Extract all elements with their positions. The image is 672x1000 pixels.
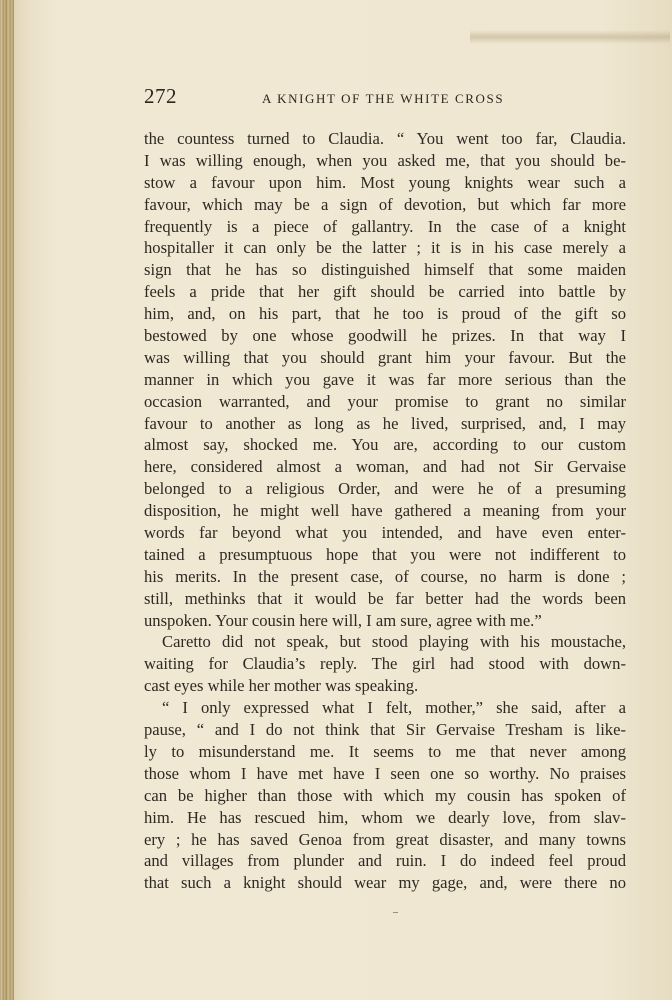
text-line: can be higher than those with which my cousin has spoken of [144,785,626,805]
text-line: sign that he has so distinguished himself that some maiden [144,260,626,280]
text-line: words far beyond what you intended, and have even enter- [144,523,626,543]
text-line: frequently is a piece of gallantry. In the case of a knight [144,216,626,236]
body-text [144,128,626,894]
text-line: feels a pride that her gift should be carried into battle by [144,282,626,302]
page-shadow [470,30,670,44]
text-line: unspoken. Your cousin here will, I am sure, agree with me.” [144,610,542,630]
text-line: him. He has rescued him, whom we dearly love, from slav- [144,807,626,827]
text-line: bestowed by one whose goodwill he prizes. In that way I [144,326,626,346]
text-line: almost say, shocked me. You are, according to our custom [144,435,626,455]
text-line: and villages from plunder and ruin. I do indeed feel proud [144,851,626,871]
text-line: his merits. In the present case, of course, no harm is done ; [144,566,626,586]
text-line: I was willing enough, when you asked me, that you should be- [144,150,626,170]
page-number: 272 [144,84,177,108]
page-header [144,84,626,112]
text-line: tained a presumptuous hope that you were not indifferent to [144,544,626,564]
text-line: him, and, on his part, that he too is proud of the gift so [144,304,626,324]
text-line: disposition, he might well have gathered a meaning from your [144,501,626,521]
text-line: still, methinks that it would be far better had the words been [144,588,626,608]
text-line: those whom I have met have I seen one so worthy. No praises [144,763,626,783]
text-line: ly to misunderstand me. It seems to me that never among [144,741,626,761]
text-line: occasion warranted, and your promise to grant no similar [144,391,626,411]
text-line: that such a knight should wear my gage, and, were there no [144,873,626,893]
book-gutter [0,0,14,1000]
text-line: belonged to a religious Order, and were he of a presuming [144,479,626,499]
text-line: pause, “ and I do not think that Sir Gervaise Tresham is like- [144,720,626,740]
page-speck [393,912,398,913]
text-line: ery ; he has saved Genoa from great disaster, and many towns [144,829,626,849]
text-line: hospitaller it can only be the latter ; it is in his case merely a [144,238,626,258]
text-line: favour, which may be a sign of devotion, but which far more [144,194,626,214]
text-line: manner in which you gave it was far more serious than the [144,369,626,389]
text-line: favour to another as long as he lived, surprised, and, I may [144,413,626,433]
text-line: Caretto did not speak, but stood playing with his moustache, [162,632,626,652]
text-line: here, considered almost a woman, and had not Sir Gervaise [144,457,626,477]
text-line: the countess turned to Claudia. “ You went too far, Claudia. [144,129,626,148]
text-line: waiting for Claudia’s reply. The girl had stood with down- [144,654,626,674]
text-line: “ I only expressed what I felt, mother,” she said, after a [162,698,626,718]
text-line: cast eyes while her mother was speaking. [144,676,419,696]
text-line: stow a favour upon him. Most young knights wear such a [144,172,626,192]
running-head: A KNIGHT OF THE WHITE CROSS [262,91,505,106]
text-line: was willing that you should grant him your favour. But the [144,347,626,367]
